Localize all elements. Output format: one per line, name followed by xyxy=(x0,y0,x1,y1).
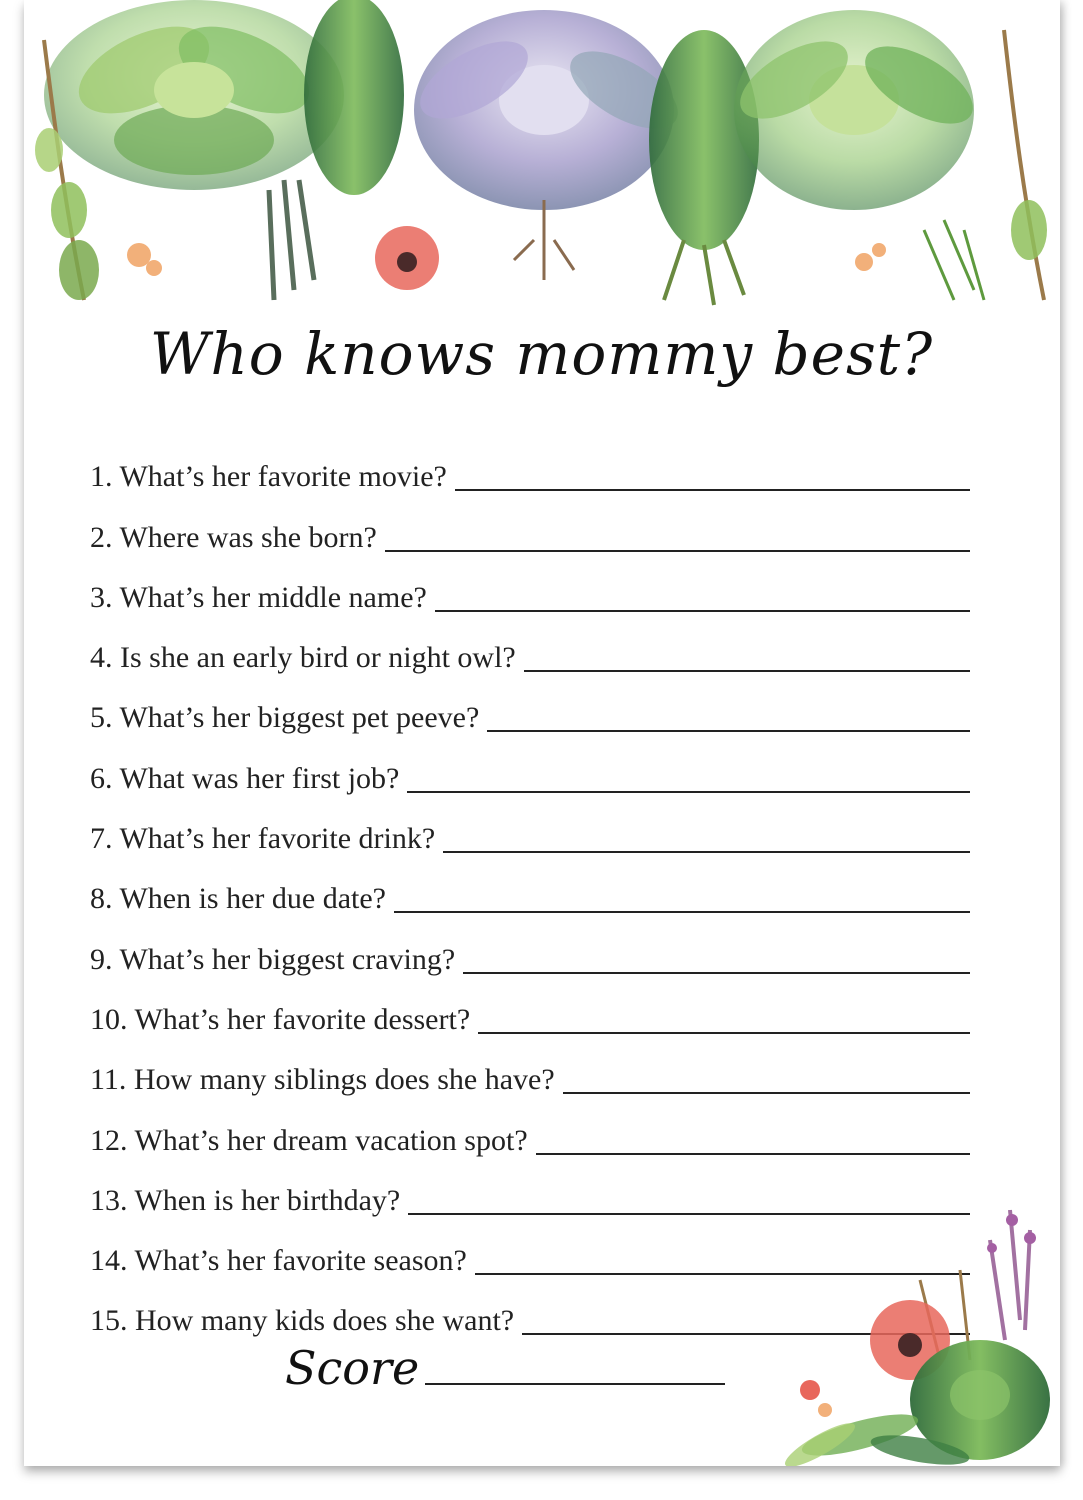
question-row xyxy=(90,440,970,500)
question-row xyxy=(90,681,970,741)
answer-line[interactable] xyxy=(524,670,970,672)
question-row xyxy=(90,741,970,801)
question-label: 9. What’s her biggest craving? xyxy=(90,942,456,976)
page-title: Who knows mommy best? xyxy=(149,320,934,388)
question-label: 2. Where was she born? xyxy=(90,520,377,554)
question-row xyxy=(90,1043,970,1103)
question-row xyxy=(90,983,970,1043)
question-label: 6. What was her first job? xyxy=(90,761,400,795)
cactus-center xyxy=(649,30,759,305)
question-row xyxy=(90,621,970,681)
question-label: 11. How many siblings does she have? xyxy=(90,1063,555,1097)
answer-line[interactable] xyxy=(478,1032,970,1034)
question-row xyxy=(90,802,970,862)
question-label: 3. What’s her middle name? xyxy=(90,580,427,614)
answer-line[interactable] xyxy=(487,730,970,732)
answer-line[interactable] xyxy=(443,851,970,853)
question-label: 4. Is she an early bird or night owl? xyxy=(90,641,516,675)
answer-line[interactable] xyxy=(563,1092,970,1094)
question-label: 14. What’s her favorite season? xyxy=(90,1244,467,1278)
score-row xyxy=(285,1341,725,1395)
question-label: 12. What’s her dream vacation spot? xyxy=(90,1123,528,1157)
question-label: 13. When is her birthday? xyxy=(90,1183,401,1217)
question-label: 15. How many kids does she want? xyxy=(90,1304,515,1338)
answer-line[interactable] xyxy=(385,550,970,552)
score-line[interactable] xyxy=(425,1383,725,1385)
score-label: Score xyxy=(285,1341,420,1395)
answer-line[interactable] xyxy=(407,791,970,793)
question-row xyxy=(90,1103,970,1163)
answer-line[interactable] xyxy=(455,489,970,491)
succulent-rosette-lavender xyxy=(408,10,690,280)
question-label: 10. What’s her favorite dessert? xyxy=(90,1002,471,1036)
succulent-rosette-right xyxy=(728,10,985,210)
answer-line[interactable] xyxy=(536,1153,970,1155)
succulent-corner-illustration xyxy=(780,1200,1060,1466)
answer-line[interactable] xyxy=(394,911,970,913)
question-row xyxy=(90,862,970,922)
question-label: 8. When is her due date? xyxy=(90,882,387,916)
question-label: 1. What’s her favorite movie? xyxy=(90,460,447,494)
question-row xyxy=(90,922,970,982)
answer-line[interactable] xyxy=(463,972,970,974)
question-row xyxy=(90,500,970,560)
red-flower-left xyxy=(127,226,439,290)
succulent-rosette-left xyxy=(44,0,344,190)
question-row xyxy=(90,561,970,621)
succulent-border-illustration xyxy=(24,0,1060,320)
answer-line[interactable] xyxy=(435,610,970,612)
question-label: 7. What’s her favorite drink? xyxy=(90,822,436,856)
question-label: 5. What’s her biggest pet peeve? xyxy=(90,701,480,735)
